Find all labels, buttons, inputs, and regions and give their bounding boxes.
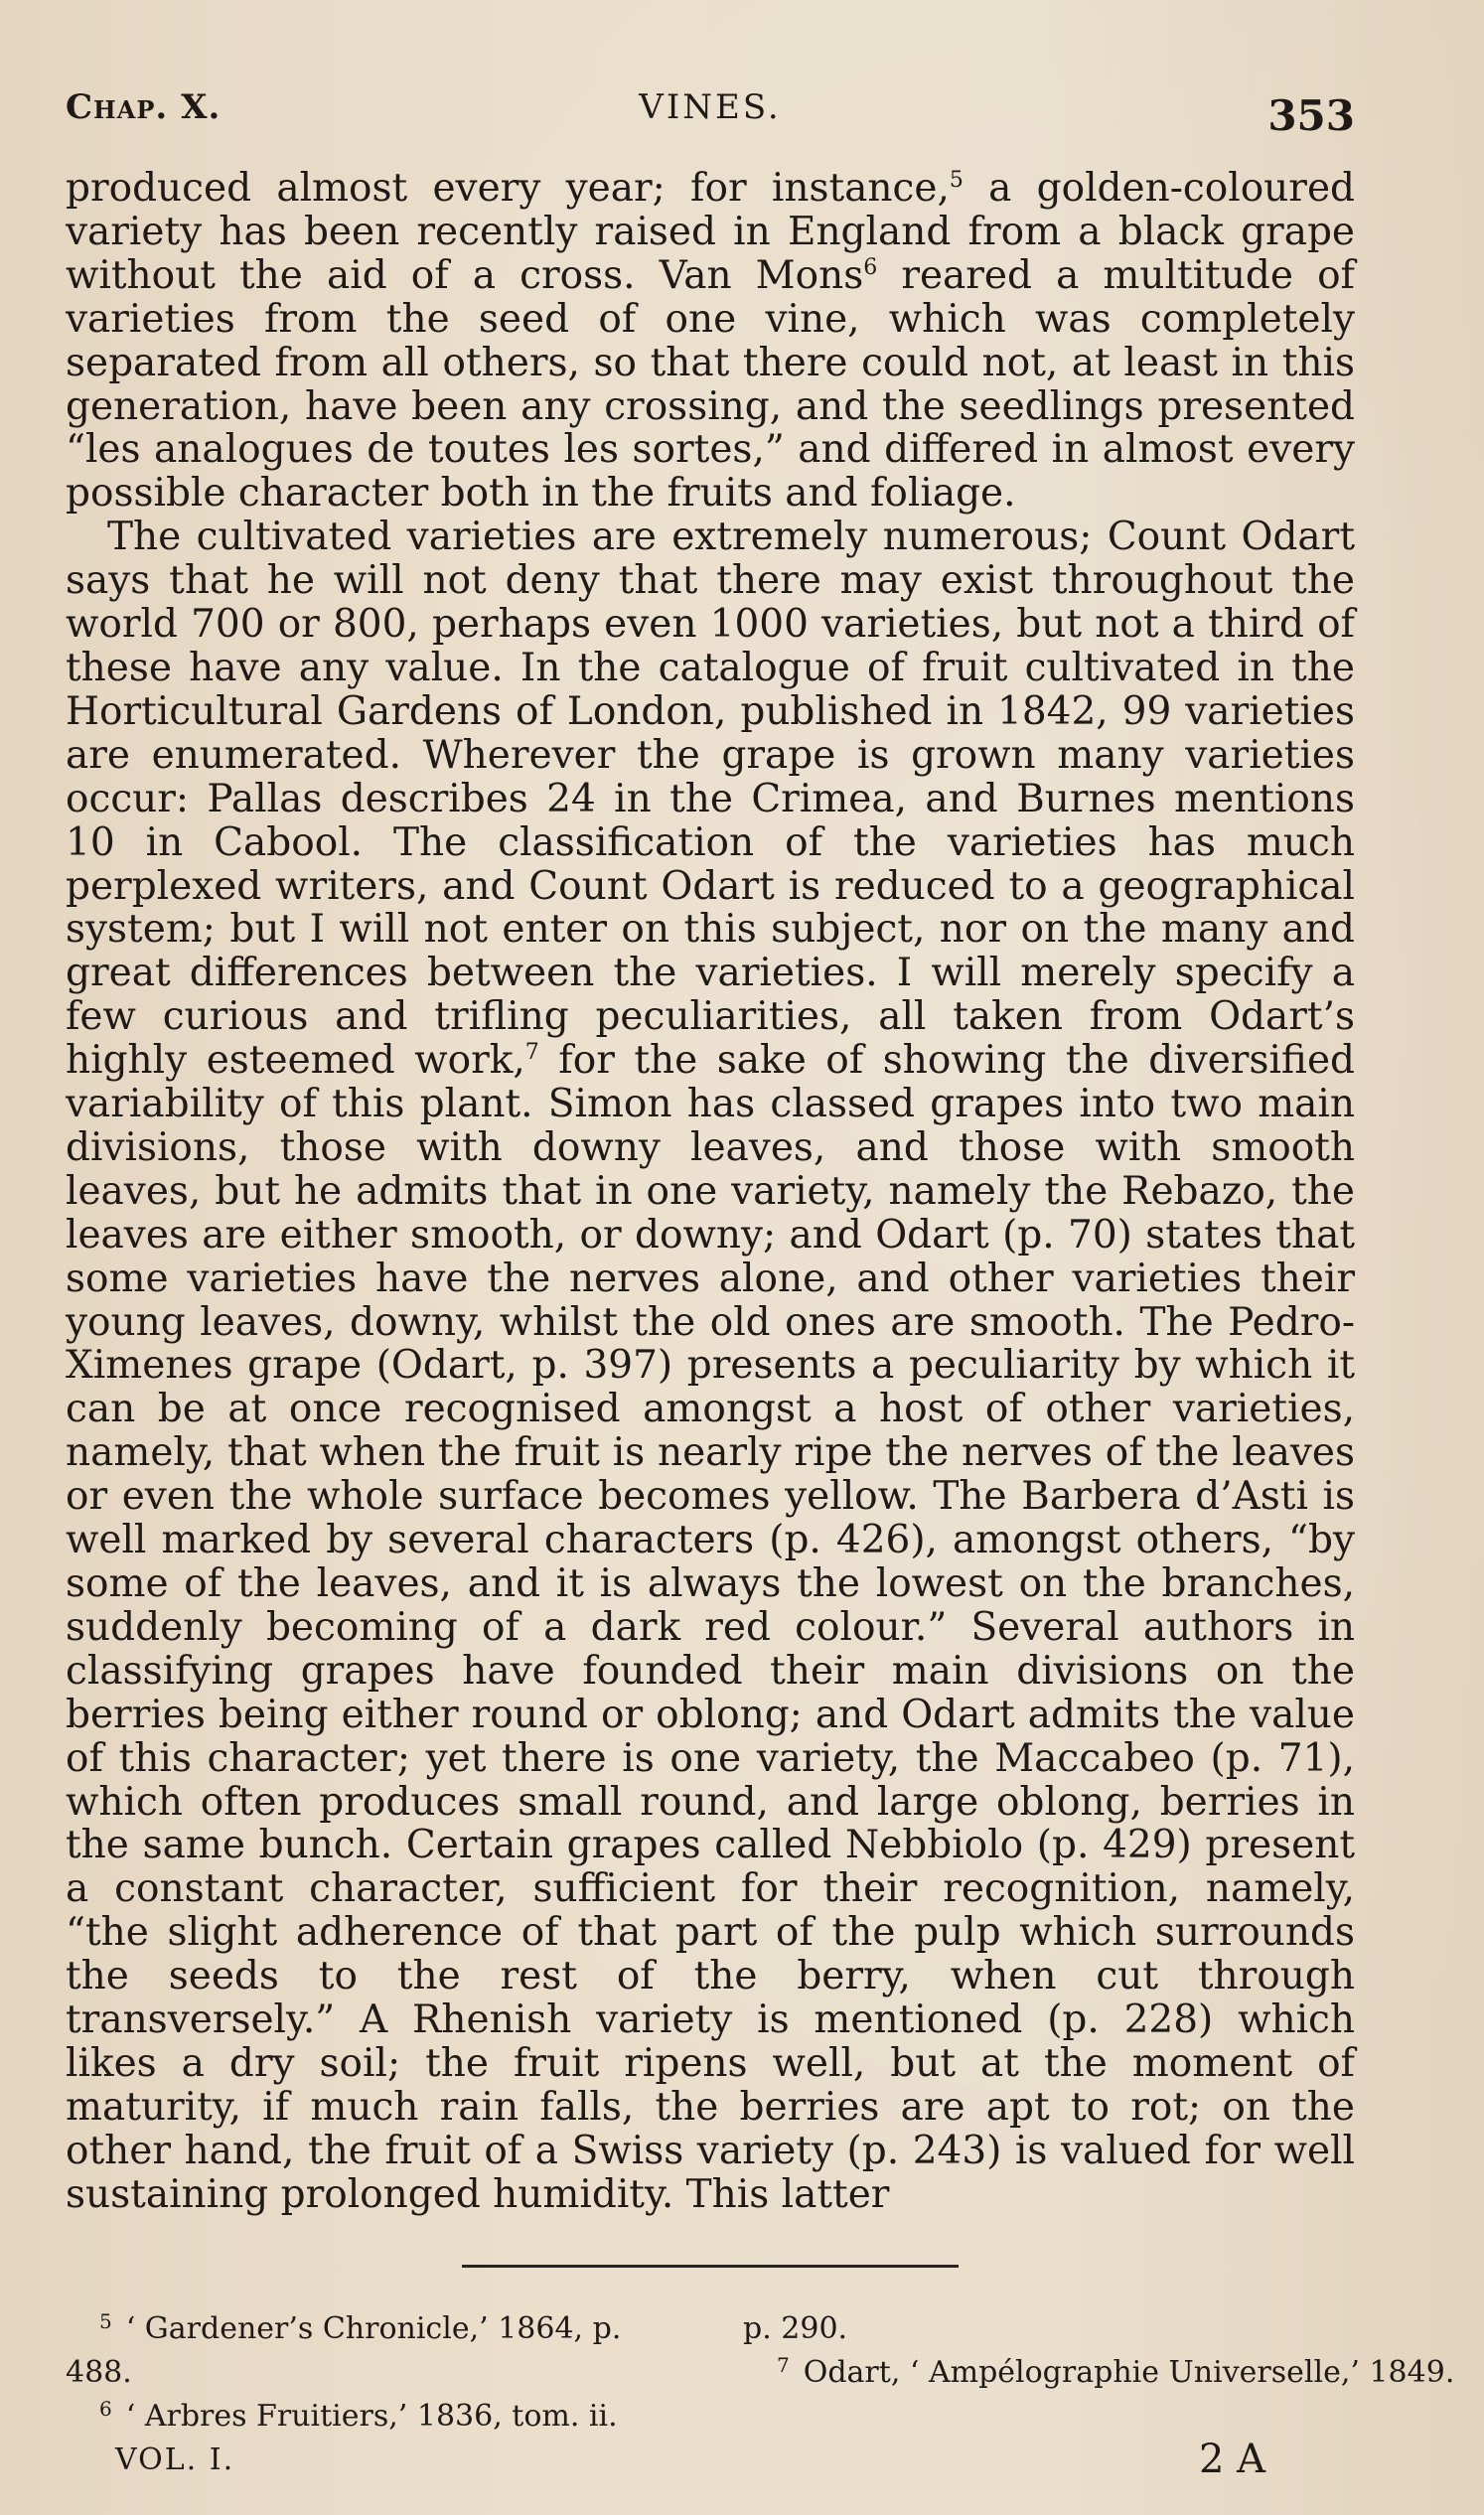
footnotes-right-column — [743, 2307, 1455, 2395]
footnote-line — [66, 2307, 721, 2351]
footnote-rule — [462, 2265, 959, 2268]
text-segment: produced almost every year; for instance, — [66, 166, 950, 211]
footnote-text: 488. — [66, 2354, 132, 2390]
footnote-marker: 6 — [863, 254, 878, 280]
footnote-text: ‘ Gardener’s Chronicle,’ 1864, p. — [125, 2310, 622, 2346]
text-segment: reared a multitude of varieties from the seed of one vine, which was completely separated from all others, so that there could not, at least in this generation, have been any crossing, and the seedlings presented “les analogues de toutes les sortes,” and differed in almost every possible character both in the fruits and foliage. — [66, 252, 1355, 517]
footnote-number: 7 — [777, 2352, 790, 2377]
footnote-line — [66, 2351, 721, 2395]
chapter-label: Chap. X. — [66, 87, 222, 127]
footnote-marker: 7 — [524, 1040, 539, 1066]
footnote-line — [743, 2307, 1379, 2351]
footnote-line — [743, 2351, 1455, 2395]
running-header — [66, 79, 1355, 149]
footnote-marker: 5 — [949, 168, 964, 193]
paragraph — [66, 167, 1355, 516]
signature-mark: 2 A — [1198, 2436, 1265, 2482]
footnote-text: ‘ Arbres Fruitiers,’ 1836, tom. ii. — [125, 2398, 618, 2434]
footnote-number: 5 — [99, 2308, 112, 2333]
body-text — [66, 167, 1355, 2217]
footnotes — [66, 2307, 1455, 2434]
footnote-number: 6 — [99, 2396, 112, 2421]
text-segment: a golden-coloured variety has been recently raised in England from a black grape without the aid of a cross. Van Mons — [66, 166, 1355, 298]
page-footer — [66, 2437, 1355, 2496]
footnote-line — [66, 2395, 721, 2439]
footnote-text: Odart, ‘ Ampélographie Universelle,’ 1849. — [803, 2354, 1455, 2390]
footnote-text: p. 290. — [743, 2310, 848, 2346]
text-segment: The cultivated varieties are extremely numerous; Count Odart says that he will not deny that there may exist throughout the world 700 or 800, perhaps even 1000 varieties, but not a third of these have any value. In the catalogue of fruit cultivated in the Horticultural Gardens of London, published in 1842, 99 varieties are enumerated. Wherever the grape is grown many varieties occur: Pallas describes 24 in the Crimea, and Burnes mentions 10 in Cabool. The classification of the varieties has much perplexed writers, and Count Odart is reduced to a geographical system; but I will not enter on this subject, nor on the many and great differences between the varieties. I will merely specify a few curious and trifling peculiarities, all taken from Odart’s highly esteemed work, — [66, 515, 1355, 1084]
running-title: VINES. — [639, 87, 782, 127]
volume-label: VOL. I. — [115, 2441, 235, 2477]
paragraph — [66, 516, 1355, 2216]
text-segment: for the sake of showing the diversified variability of this plant. Simon has classed grapes into two main divisions, those with downy leaves, and those with smooth leaves, but he admits that in one variety, namely the Rebazo, the leaves are either smooth, or downy; and Odart (p. 70) states that some varieties have the nerves alone, and other varieties their young leaves, downy, whilst the old ones are smooth. The Pedro-Ximenes grape (Odart, p. 397) presents a peculiarity by which it can be at once recognised amongst a host of other varieties, namely, that when the fruit is nearly ripe the nerves of the leaves or even the whole surface becomes yellow. The Barbera d’Asti is well marked by several characters (p. 426), amongst others, “by some of the leaves, and it is always the lowest on the branches, suddenly becoming of a dark red colour.” Several authors in classifying grapes have founded their main divisions on the berries being either round or oblong; and Odart admits the value of this character; yet there is one variety, the Maccabeo (p. 71), which often produces small round, and large oblong, berries in the same bunch. Certain grapes called Nebbiolo (p. 429) present a constant character, sufficient for their recognition, namely, “the slight adherence of that part of the pulp which surrounds the seeds to the rest of the berry, when cut through transversely.” A Rhenish variety is mentioned (p. 228) which likes a dry soil; the fruit ripens well, but at the moment of maturity, if much rain falls, the berries are apt to rot; on the other hand, the fruit of a Swiss variety (p. 243) is valued for well sustaining prolonged humidity. This latter — [66, 1038, 1355, 2217]
footnotes-left-column — [66, 2307, 721, 2439]
page-number: 353 — [1267, 91, 1355, 140]
